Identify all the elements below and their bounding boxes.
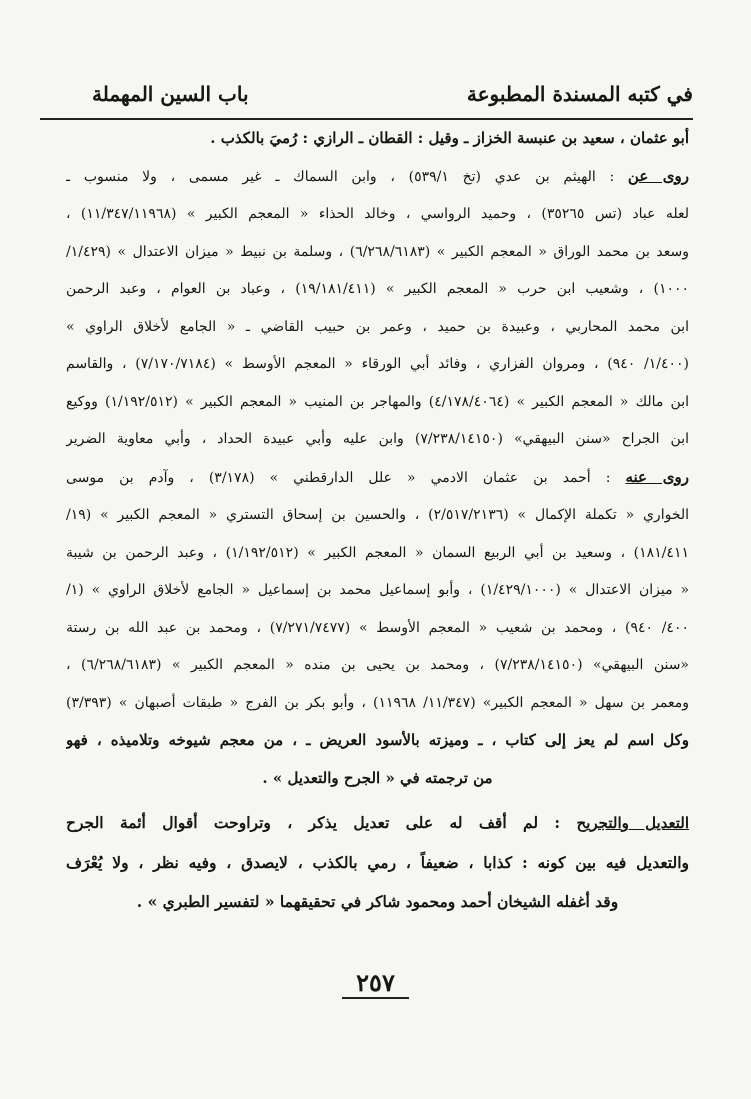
rawa-anhu-line-0 <box>66 459 689 498</box>
running-header <box>40 78 693 120</box>
rawa-an-line-5: (١/٤٠٠/ ٩٤٠) ، ومروان الفزاري ، وفائد أبي الورقاء « المعجم الأوسط » (٧/١٧٠/٧١٨٤) ، والقاسم <box>66 356 689 372</box>
rawa-an-line-0 <box>66 158 689 197</box>
rawa-anhu-line-6: ومعمر بن سهل « المعجم الكبير» (١١/٣٤٧/ ١١٩٦٨) ، وأبو بكر بن الفرج « طبقات أصبهان » (٣/٣٩٣) <box>66 694 689 711</box>
rawa-anhu-line-5: «سنن البيهقي» (٧/٢٣٨/١٤١٥٠) ، ومحمد بن يحيى بن منده « المعجم الكبير » (٦/٢٦٨/٦١٨٣) ، <box>66 657 689 673</box>
page-number <box>0 968 751 997</box>
rawa-anhu-line-2: ١٨١/٤١١) ، وسعيد بن أبي الربيع السمان « المعجم الكبير » (١/١٩٢/٥١٢) ، وعبد الرحمن بن شيبة <box>66 544 689 561</box>
tadil-label: التعديل والتجريح <box>576 814 689 832</box>
tadil-text-0: : لم أقف له على تعديل يذكر ، وتراوحت أقوال أئمة الجرح <box>66 813 561 832</box>
page-number-text: ٢٥٧ <box>342 968 409 999</box>
rawa-anhu-line-1: الخواري « تكملة الإكمال » (٢/٥١٧/٢١٣٦) ، والحسين بن إسحاق التستري « المعجم الكبير » (١٩/ <box>66 507 689 523</box>
entry-heading: أبو عثمان ، سعيد بن عنبسة الخزاز ـ وقيل : القطان ـ الرازي : رُميَ بالكذب . <box>210 129 689 147</box>
rawa-an-line-2: وسعد بن محمد الوراق « المعجم الكبير » (٦/٢٦٨/٦١٨٣) ، وسلمة بن نبيط « ميزان الاعتدال » (١/٤٢٩/ <box>66 243 689 260</box>
rawa-anhu-line-3: « ميزان الاعتدال » (١/٤٢٩/١٠٠٠) ، وأبو إسماعيل محمد بن إسماعيل « الجامع لأخلاق الراوي » (١/ <box>66 582 689 598</box>
rawa-an-line-3: ١٠٠٠) ، وشعيب ابن حرب « المعجم الكبير » (١٩/١٨١/٤١١) ، وعباد بن العوام ، وعبد الرحمن <box>66 281 689 297</box>
rawa-an-line-7: ابن الجراح «سنن البيهقي» (٧/٢٣٨/١٤١٥٠) وابن عليه وأبي عبيدة الحداد ، وأبي معاوية الضرير <box>66 431 689 447</box>
rawa-an-text-0: : الهيثم بن عدي (تخ ٥٣٩/١) ، وابن السماك ـ غير مسمى ، ولا منسوب ـ <box>66 168 615 185</box>
rawa-anhu-line-7: وكل اسم لم يعز إلى كتاب ، ـ وميزته بالأسود العريض ـ ، من معجم شيوخه وتلاميذه ، فهو <box>66 731 689 749</box>
header-book-title: في كتبه المسندة المطبوعة <box>466 82 693 106</box>
entry-body <box>66 120 689 921</box>
rawa-anhu-label: روى عنه <box>625 467 689 486</box>
rawa-anhu-line-4: ٤٠٠/ ٩٤٠) ، ومحمد بن شعيب « المعجم الأوسط » (٧/٢٧١/٧٤٧٧) ، ومحمد بن عبد الله بن رستة <box>66 619 689 636</box>
rawa-an-label: روى عن <box>627 166 689 185</box>
tadil-line-2: وقد أغفله الشيخان أحمد ومحمود شاكر في تحقيقهما « لتفسير الطبري » . <box>136 892 619 911</box>
rawa-anhu-text-0: : أحمد بن عثمان الادمي « علل الدارقطني » (٣/١٧٨) ، وآدم بن موسى <box>66 469 611 486</box>
tadil-line-1: والتعديل فيه بين كونه : كذابا ، ضعيفاً ، رمي بالكذب ، لايصدق ، وفيه نظر ، ولا يُعْرَف <box>66 853 689 872</box>
header-chapter-title: باب السين المهملة <box>92 82 249 106</box>
rawa-an-line-1: لعله عباد (تس ٣٥٢٦٥) ، وحميد الرواسي ، وخالد الحذاء « المعجم الكبير » (١١/٣٤٧/١١٩٦٨) ، <box>66 206 689 222</box>
rawa-an-line-4: ابن محمد المحاربي ، وعبيدة بن حميد ، وعمر بن حبيب القاضي ـ « الجامع لأخلاق الراوي » <box>66 318 689 335</box>
rawa-an-line-6: ابن مالك « المعجم الكبير » (٤/١٧٨/٤٠٦٤) والمهاجر بن المنيب « المعجم الكبير » (١/١٩٢/٥١٢) ووكيع <box>66 393 689 410</box>
rawa-anhu-line-8: من ترجمته في « الجرح والتعديل » . <box>262 768 493 787</box>
tadil-line-0 <box>66 803 689 843</box>
